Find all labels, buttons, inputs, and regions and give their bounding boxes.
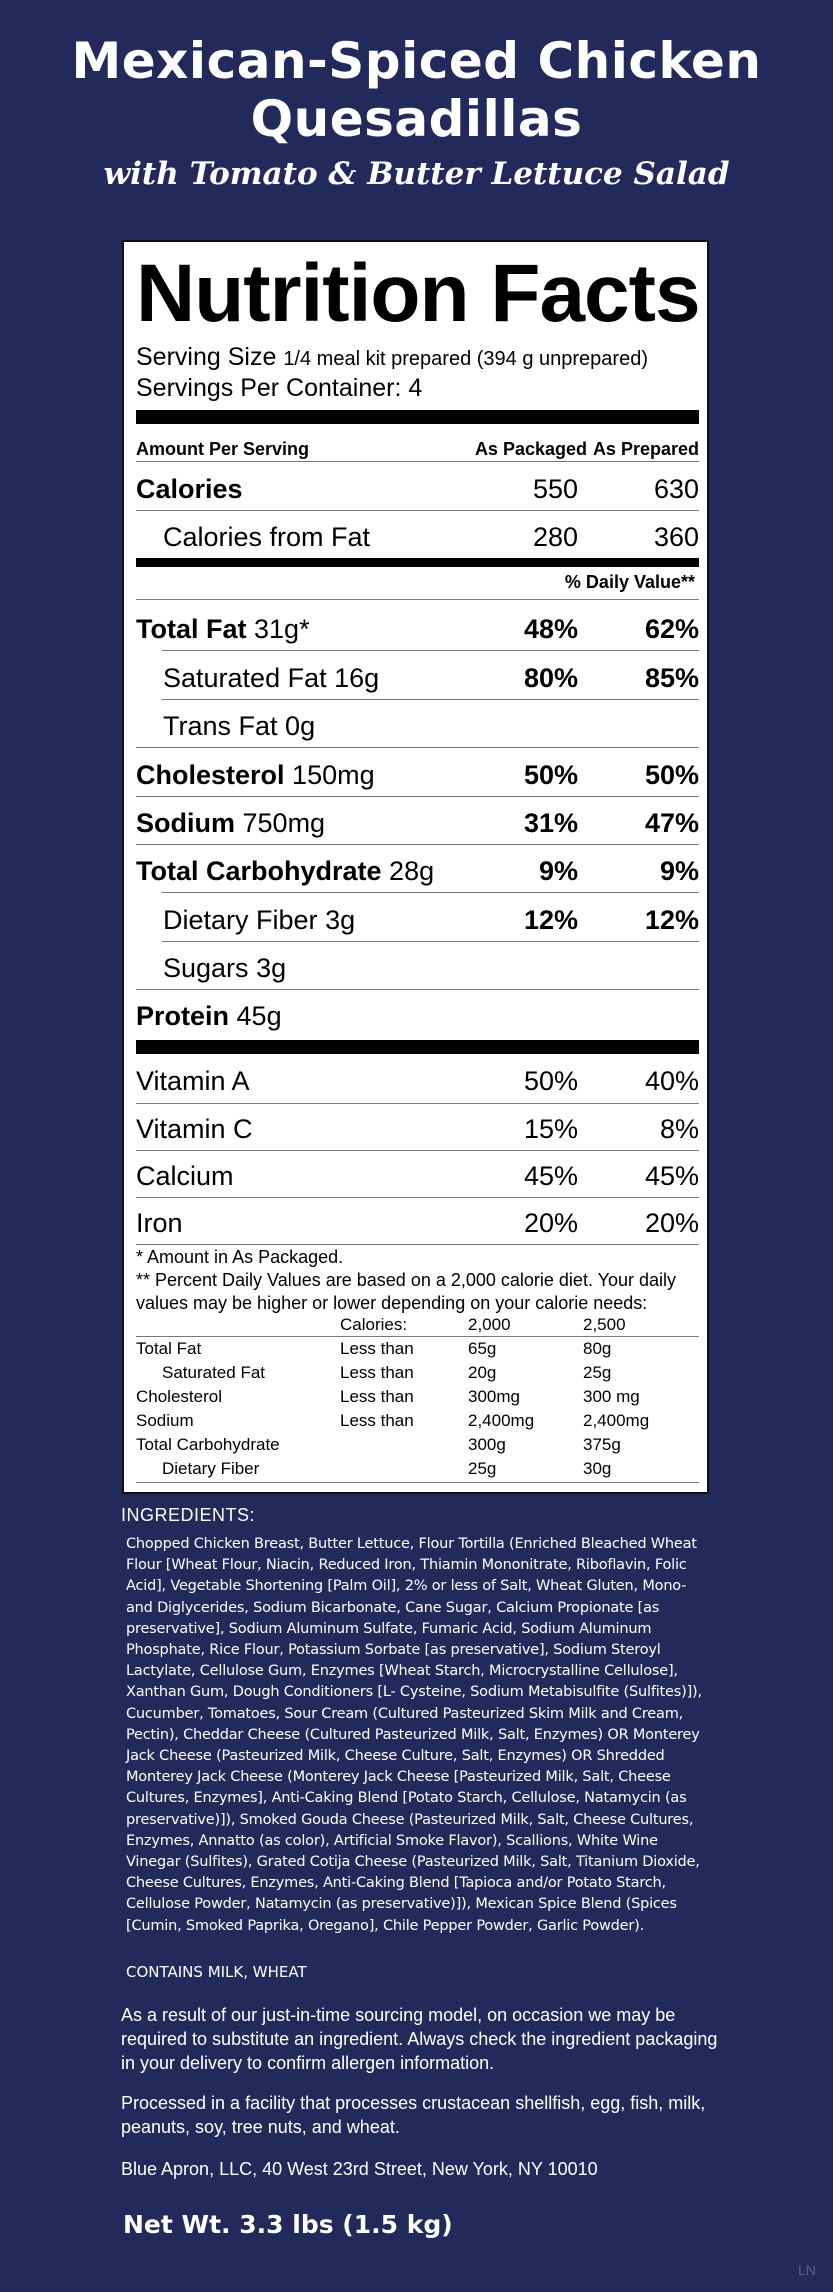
vitamin-row-a	[136, 1058, 699, 1102]
dv-table-header-cell: Calories:	[340, 1315, 408, 1334]
nutrition-facts-heading: Nutrition Facts	[136, 248, 700, 339]
serving-size-label: Serving Size	[136, 343, 277, 371]
row-divider	[136, 599, 699, 600]
calories-from-fat-prepared: 360	[653, 522, 699, 552]
nutrient-amount: 150mg	[292, 760, 375, 790]
row-divider	[136, 1244, 699, 1245]
vitamin-name: Vitamin A	[136, 1066, 250, 1096]
dv-table-cell: 65g	[468, 1339, 497, 1358]
nutrient-name: Dietary Fiber	[163, 905, 318, 935]
dv-table-cell: 20g	[468, 1363, 497, 1382]
calories-from-fat-row	[136, 514, 699, 558]
ingredients-text: Chopped Chicken Breast, Butter Lettuce, Flour Tortilla (Enriched Bleached Wheat Flour [Wheat Flour, Niacin, Reduced Iron, Thiamin Mononitrate, Riboflavin, Folic Acid], Vegetable Shortening [Palm Oil], 2% or less of Salt, Wheat Gluten, Mono- and Diglycerides, Sodium Bicarbonate, Cane Sugar, Calcium Propionate [as preservative], Sodium Aluminum Sulfate, Fumaric Acid, Sodium Aluminum Phosphate, Rice Flour, Potassium Sorbate [as preservative], Sodium Steroyl Lactylate, Cellulose Gum, Enzymes [Wheat Starch, Microcrystalline Cellulose], Xanthan Gum, Dough Conditioners [L- Cysteine, Sodium Metabisulfite (Sulfites)]), Cucumber, Tomatoes, Sour Cream (Cultured Pasteurized Skim Milk and Cream, Pectin), Cheddar Cheese (Cultured Pasteurized Milk, Salt, Enzymes) OR Monterey Jack Cheese (Pasteurized Milk, Cheese Culture, Salt, Enzymes) OR Shredded Monterey Jack Cheese (Monterey Jack Cheese [Pasteurized Milk, Salt, Cheese Cultures, Enzymes], Anti-Caking Blend [Potato Starch, Cellulose, Natamycin (as preservative)]), Smoked Gouda Cheese (Pasteurized Milk, Salt, Cheese Cultures, Enzymes, Annatto (as color), Artificial Smoke Flavor), Scallions, White Wine Vinegar (Sulfites), Grated Cotija Cheese (Pasteurized Milk, Salt, Titanium Dioxide, Cheese Cultures, Enzymes, Anti-Caking Blend [Tapioca and/or Potato Starch, Cellulose Powder, Natamycin (as preservative)]), Mexican Spice Blend (Spices [Cumin, Smoked Paprika, Oregano], Chile Pepper Powder, Garlic Powder).	[126, 1536, 702, 1934]
row-divider	[162, 941, 699, 942]
nutrient-amount: 3g	[325, 905, 356, 935]
calories-row	[136, 466, 699, 510]
nutrient-name: Sugars	[163, 953, 249, 983]
dv-table-cell: Cholesterol	[136, 1387, 222, 1406]
nutrient-row-sugars	[136, 945, 699, 989]
nutrient-amount: 16g	[334, 663, 380, 693]
nutrient-amount: 3g	[256, 953, 287, 983]
calories-from-fat-label: Calories from Fat	[163, 522, 371, 552]
dv-table-cell: Total Fat	[136, 1339, 202, 1358]
recipe-title-line1: Mexican-Spiced Chicken	[71, 32, 762, 90]
dv-table-cell: 300 mg	[583, 1387, 640, 1406]
row-divider	[136, 844, 699, 845]
nutrient-amount: 31g*	[254, 614, 310, 644]
nutrient-name: Total Carbohydrate	[136, 856, 382, 886]
dv-table-cell: 25g	[583, 1363, 612, 1382]
vitamin-name: Calcium	[136, 1161, 234, 1191]
nutrient-name: Cholesterol	[136, 760, 285, 790]
row-divider	[136, 989, 699, 990]
column-header-row	[136, 422, 699, 466]
nutrient-prepared: 47%	[644, 808, 699, 838]
calories-packaged: 550	[532, 474, 578, 504]
dv-table-cell: 30g	[583, 1459, 612, 1478]
daily-value-header: % Daily Value**	[564, 572, 695, 592]
vitamin-prepared: 20%	[644, 1208, 699, 1238]
nutrient-row-dietary-fiber	[136, 897, 699, 941]
amount-per-serving-label: Amount Per Serving	[136, 439, 310, 459]
vitamin-prepared: 8%	[659, 1114, 699, 1144]
row-divider	[162, 650, 699, 651]
vitamin-name: Vitamin C	[136, 1114, 253, 1144]
dv-table-header-cell: 2,000	[468, 1315, 511, 1334]
nutrient-amount: 28g	[389, 856, 435, 886]
footnote-daily-values: ** Percent Daily Values are based on a 2,000 calorie diet. Your daily values may be higher or lower depending on your calorie needs:	[136, 1270, 677, 1313]
dv-table-cell: Less than	[340, 1387, 414, 1406]
vitamin-name: Iron	[136, 1208, 183, 1238]
serving-size	[136, 342, 648, 374]
vitamin-prepared: 45%	[644, 1161, 699, 1191]
sourcing-note: As a result of our just-in-time sourcing model, on occasion we may be required to substitute an ingredient. Always check the ingredient packaging in your delivery to confirm allergen information.	[121, 2005, 718, 2073]
vitamin-packaged: 50%	[523, 1066, 578, 1096]
dv-table-cell: 2,400mg	[468, 1411, 535, 1430]
allergen-contains: CONTAINS MILK, WHEAT	[126, 1963, 307, 1981]
nutrient-row-protein	[136, 993, 699, 1037]
nutrient-row-total-carbohydrate	[136, 848, 699, 892]
serving-size-value: 1/4 meal kit prepared (394 g unprepared)	[283, 348, 648, 370]
nutrient-amount: 45g	[236, 1001, 282, 1031]
as-packaged-header: As Packaged	[474, 439, 587, 459]
net-weight: Net Wt. 3.3 lbs (1.5 kg)	[123, 2210, 453, 2239]
facility-note: Processed in a facility that processes crustacean shellfish, egg, fish, milk, peanuts, soy, tree nuts, and wheat.	[121, 2093, 706, 2137]
calories-prepared: 630	[653, 474, 699, 504]
dv-table-cell: 300mg	[468, 1387, 520, 1406]
vitamin-prepared: 40%	[644, 1066, 699, 1096]
row-divider	[136, 747, 699, 748]
dv-table-header-cell: 2,500	[583, 1315, 626, 1334]
nutrient-prepared: 9%	[659, 856, 699, 886]
dv-table-cell: 300g	[468, 1435, 506, 1454]
thick-divider	[136, 1040, 699, 1054]
nutrient-name: Sodium	[136, 808, 235, 838]
nutrient-packaged: 80%	[523, 663, 578, 693]
nutrient-packaged: 50%	[523, 760, 578, 790]
dv-table-cell: Total Carbohydrate	[136, 1435, 280, 1454]
row-divider	[136, 510, 699, 511]
dv-table-cell: 2,400mg	[583, 1411, 650, 1430]
nutrient-name: Total Fat	[136, 614, 247, 644]
nutrient-name: Trans Fat	[163, 711, 278, 741]
row-divider	[136, 1336, 699, 1337]
nutrient-prepared: 50%	[644, 760, 699, 790]
nutrient-packaged: 31%	[523, 808, 578, 838]
nutrient-row-saturated-fat	[136, 655, 699, 699]
vitamin-packaged: 15%	[523, 1114, 578, 1144]
dv-table-cell: Less than	[340, 1363, 414, 1382]
nutrient-prepared: 62%	[644, 614, 699, 644]
nutrient-packaged: 48%	[523, 614, 578, 644]
medium-divider	[136, 558, 699, 567]
row-divider	[136, 1103, 699, 1104]
nutrient-prepared: 85%	[644, 663, 699, 693]
nutrient-row-cholesterol	[136, 752, 699, 796]
vitamin-row-calcium	[136, 1153, 699, 1197]
calories-label: Calories	[136, 474, 243, 504]
corner-mark: LN	[798, 2262, 816, 2278]
row-divider	[136, 1197, 699, 1198]
nutrient-packaged: 12%	[523, 905, 578, 935]
nutrient-packaged: 9%	[538, 856, 578, 886]
vitamin-row-c	[136, 1106, 699, 1150]
row-divider	[136, 796, 699, 797]
dv-table-cell: Less than	[340, 1411, 414, 1430]
row-divider	[136, 1482, 699, 1483]
ingredients-title: INGREDIENTS:	[121, 1505, 256, 1525]
nutrient-name: Protein	[136, 1001, 230, 1031]
nutrient-name: Saturated Fat	[163, 663, 327, 693]
nutrient-row-total-fat	[136, 606, 699, 650]
row-divider	[136, 461, 699, 462]
vitamin-row-iron	[136, 1200, 699, 1244]
nutrition-facts-panel	[122, 240, 709, 1494]
company-address: Blue Apron, LLC, 40 West 23rd Street, New York, NY 10010	[121, 2159, 598, 2179]
vitamin-packaged: 45%	[523, 1161, 578, 1191]
dv-table-cell: 25g	[468, 1459, 497, 1478]
dv-table-cell: Less than	[340, 1339, 414, 1358]
nutrient-row-sodium	[136, 800, 699, 844]
recipe-subtitle: with Tomato & Butter Lettuce Salad	[103, 156, 730, 192]
vitamin-packaged: 20%	[523, 1208, 578, 1238]
dv-table-cell: 375g	[583, 1435, 621, 1454]
calories-from-fat-packaged: 280	[532, 522, 578, 552]
dv-table-cell: Saturated Fat	[162, 1363, 266, 1382]
row-divider	[136, 1150, 699, 1151]
as-prepared-header: As Prepared	[592, 439, 699, 459]
dv-table-cell: 80g	[583, 1339, 612, 1358]
dv-table-cell: Sodium	[136, 1411, 194, 1430]
dv-table-cell: Dietary Fiber	[162, 1459, 260, 1478]
nutrient-prepared: 12%	[644, 905, 699, 935]
nutrient-amount: 0g	[285, 711, 316, 741]
nutrient-amount: 750mg	[242, 808, 326, 838]
footnote-packaged: * Amount in As Packaged.	[136, 1247, 344, 1267]
recipe-title-line2: Quesadillas	[250, 90, 583, 148]
servings-per-container: Servings Per Container: 4	[136, 374, 423, 402]
row-divider	[162, 699, 699, 700]
row-divider	[162, 892, 699, 893]
nutrient-row-trans-fat	[136, 703, 699, 747]
recipe-title	[0, 32, 833, 148]
